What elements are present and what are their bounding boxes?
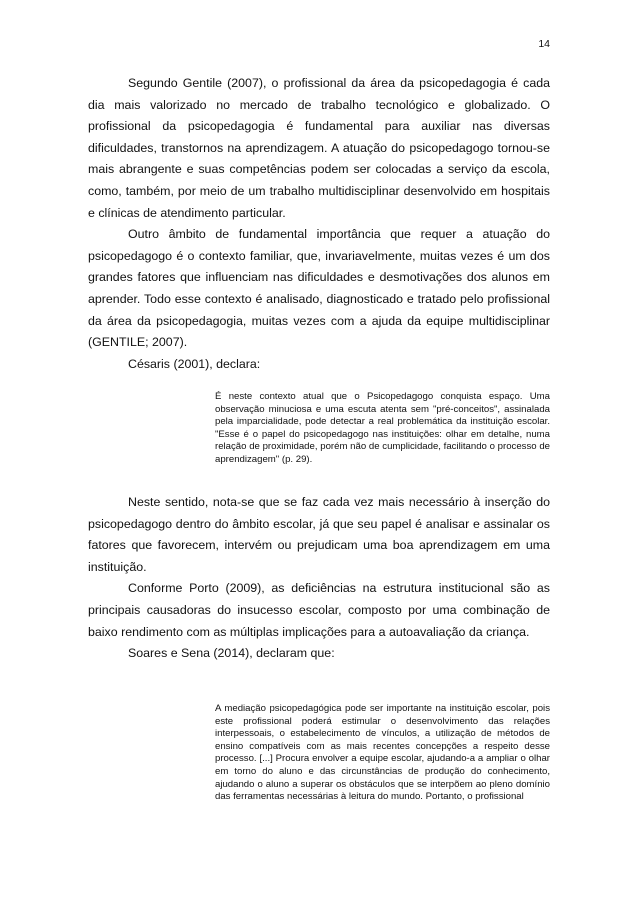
block-quote-soares-sena: A mediação psicopedagógica pode ser importante na instituição escolar, pois este profissional poderá estimular o desenvolvimento das relações interpessoais, o estabelecimento de vínculos, a utilização de métodos de ensino compatíveis com as mais recentes concepções a respeito desse processo. [...] Procura envolver a equipe escolar, ajudando-a a ampliar o olhar em torno do aluno e das circunstâncias de produção do conhecimento, ajudando o aluno a superar os obstáculos que se interpõem ao pleno domínio das ferramentas necessárias à leitura do mundo. Portanto, o profissional: [215, 703, 550, 803]
paragraph-cesaris-intro: Césaris (2001), declara:: [128, 356, 261, 371]
paragraph-insertion: Neste sentido, nota-se que se faz cada vez mais necessário à inserção do psicopedagogo dentro do âmbito escolar, já que seu papel é analisar e assinalar os fatores que favorecem, intervém ou prejudicam uma boa aprendizagem em uma instituição.: [88, 495, 550, 574]
body-text-block-1: [88, 73, 550, 375]
body-text-block-2: [88, 492, 550, 665]
block-quote-cesaris: É neste contexto atual que o Psicopedagogo conquista espaço. Uma observação minuciosa e uma escuta atenta sem "pré-conceitos", assinalada pela imparcialidade, pode detectar a real problemática da instituição escolar. "Esse é o papel do psicopedagogo nas instituições: olhar em detalhe, numa relação de proximidade, porém não de cumplicidade, facilitando o processo de aprendizagem" (p. 29).: [215, 391, 550, 465]
page-number: 14: [538, 38, 550, 50]
paragraph-family-context: Outro âmbito de fundamental importância que requer a atuação do psicopedagogo é o contexto familiar, que, invariavelmente, muitas vezes é um dos grandes fatores que influenciam nas dificuldades e desmotivações dos alunos em aprender. Todo esse contexto é analisado, diagnosticado e tratado pelo profissional da área da psicopedagogia, muitas vezes com a ajuda da equipe multidisciplinar (GENTILE; 2007).: [88, 227, 550, 350]
paragraph-porto: Conforme Porto (2009), as deficiências na estrutura institucional são as principais causadoras do insucesso escolar, composto por uma combinação de baixo rendimento com as múltiplas implicações para a autoavaliação da criança.: [88, 581, 550, 639]
paragraph-gentile: Segundo Gentile (2007), o profissional da área da psicopedagogia é cada dia mais valorizado no mercado de trabalho tecnológico e globalizado. O profissional da psicopedagogia é fundamental para auxiliar nas diversas dificuldades, transtornos na aprendizagem. A atuação do psicopedagogo tornou-se mais abrangente e suas competências podem ser colocadas a serviço da escola, como, também, por meio de um trabalho multidisciplinar desenvolvido em hospitais e clínicas de atendimento particular.: [88, 76, 550, 220]
paragraph-soares-sena-intro: Soares e Sena (2014), declaram que:: [128, 646, 335, 661]
